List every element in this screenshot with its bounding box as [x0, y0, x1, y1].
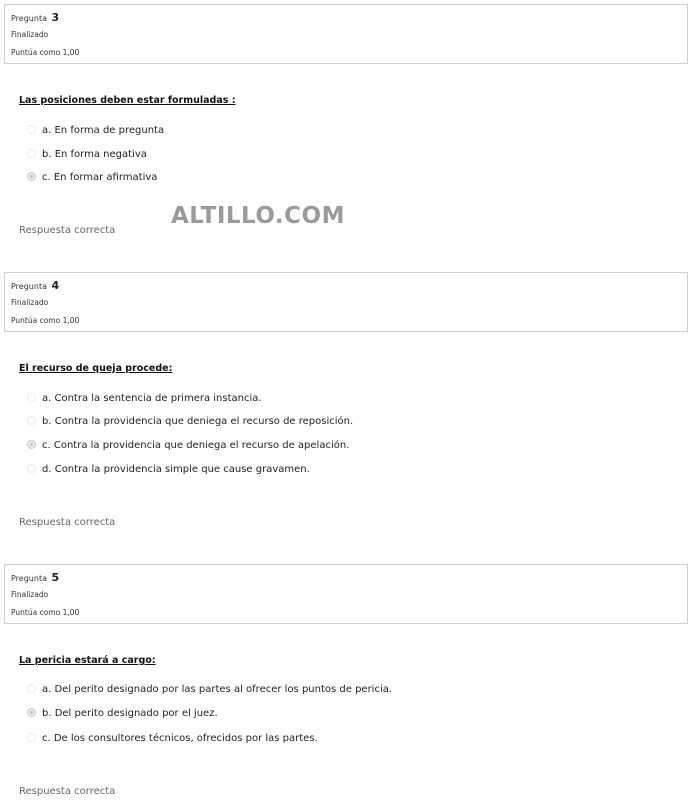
question-grade: Puntúa como 1,00 [11, 48, 80, 57]
answer-option[interactable] [27, 125, 164, 136]
question-state: Finalizado [11, 590, 49, 599]
answer-option[interactable] [27, 733, 318, 744]
question-state: Finalizado [11, 298, 49, 307]
radio-button[interactable] [27, 149, 36, 158]
answer-option[interactable] [27, 416, 353, 427]
radio-button[interactable] [27, 393, 36, 402]
question-number-line [11, 279, 59, 292]
watermark: ALTILLO.COM [171, 203, 345, 229]
answer-option[interactable] [27, 464, 310, 475]
question-info-box [4, 4, 688, 64]
option-label[interactable]: c. En formar afirmativa [42, 172, 158, 183]
radio-button[interactable] [27, 416, 36, 425]
option-label[interactable]: a. Del perito designado por las partes al ofrecer los puntos de pericia. [42, 684, 393, 695]
question-info-box [4, 272, 688, 332]
question-number: 5 [51, 571, 60, 584]
question-number: 3 [51, 11, 60, 24]
feedback-text: Respuesta correcta [19, 786, 116, 797]
radio-button[interactable] [27, 733, 36, 742]
feedback-text: Respuesta correcta [19, 517, 116, 528]
radio-button-selected[interactable] [27, 172, 36, 181]
question-label: Pregunta [11, 282, 47, 291]
option-label[interactable]: b. Del perito designado por el juez. [42, 708, 218, 719]
option-label[interactable]: c. De los consultores técnicos, ofrecidos por las partes. [42, 733, 318, 744]
answer-option[interactable] [27, 149, 147, 160]
question-label: Pregunta [11, 574, 47, 583]
radio-button[interactable] [27, 464, 36, 473]
radio-button[interactable] [27, 684, 36, 693]
radio-button-selected[interactable] [27, 440, 36, 449]
question-text: El recurso de queja procede: [19, 363, 173, 374]
option-label[interactable]: b. En forma negativa [42, 149, 147, 160]
option-label[interactable]: b. Contra la providencia que deniega el recurso de reposición. [42, 416, 354, 427]
question-number-line [11, 11, 59, 24]
question-number-line [11, 571, 59, 584]
question-label: Pregunta [11, 14, 47, 23]
answer-option-selected[interactable] [27, 172, 157, 183]
radio-button-selected[interactable] [27, 708, 36, 717]
question-info-box [4, 564, 688, 624]
radio-button[interactable] [27, 125, 36, 134]
question-grade: Puntúa como 1,00 [11, 316, 80, 325]
question-text: Las posiciones deben estar formuladas : [19, 95, 236, 106]
answer-option[interactable] [27, 393, 262, 404]
answer-option[interactable] [27, 684, 392, 695]
question-text: La pericia estará a cargo: [19, 655, 156, 666]
option-label[interactable]: a. Contra la sentencia de primera instancia. [42, 393, 262, 404]
answer-option-selected[interactable] [27, 708, 218, 719]
question-number: 4 [51, 279, 60, 292]
option-label[interactable]: a. En forma de pregunta [42, 125, 165, 136]
option-label[interactable]: c. Contra la providencia que deniega el recurso de apelación. [42, 440, 350, 451]
feedback-text: Respuesta correcta [19, 225, 116, 236]
answer-option-selected[interactable] [27, 440, 349, 451]
question-state: Finalizado [11, 30, 49, 39]
option-label[interactable]: d. Contra la providencia simple que cause gravamen. [42, 464, 310, 475]
question-grade: Puntúa como 1,00 [11, 608, 80, 617]
